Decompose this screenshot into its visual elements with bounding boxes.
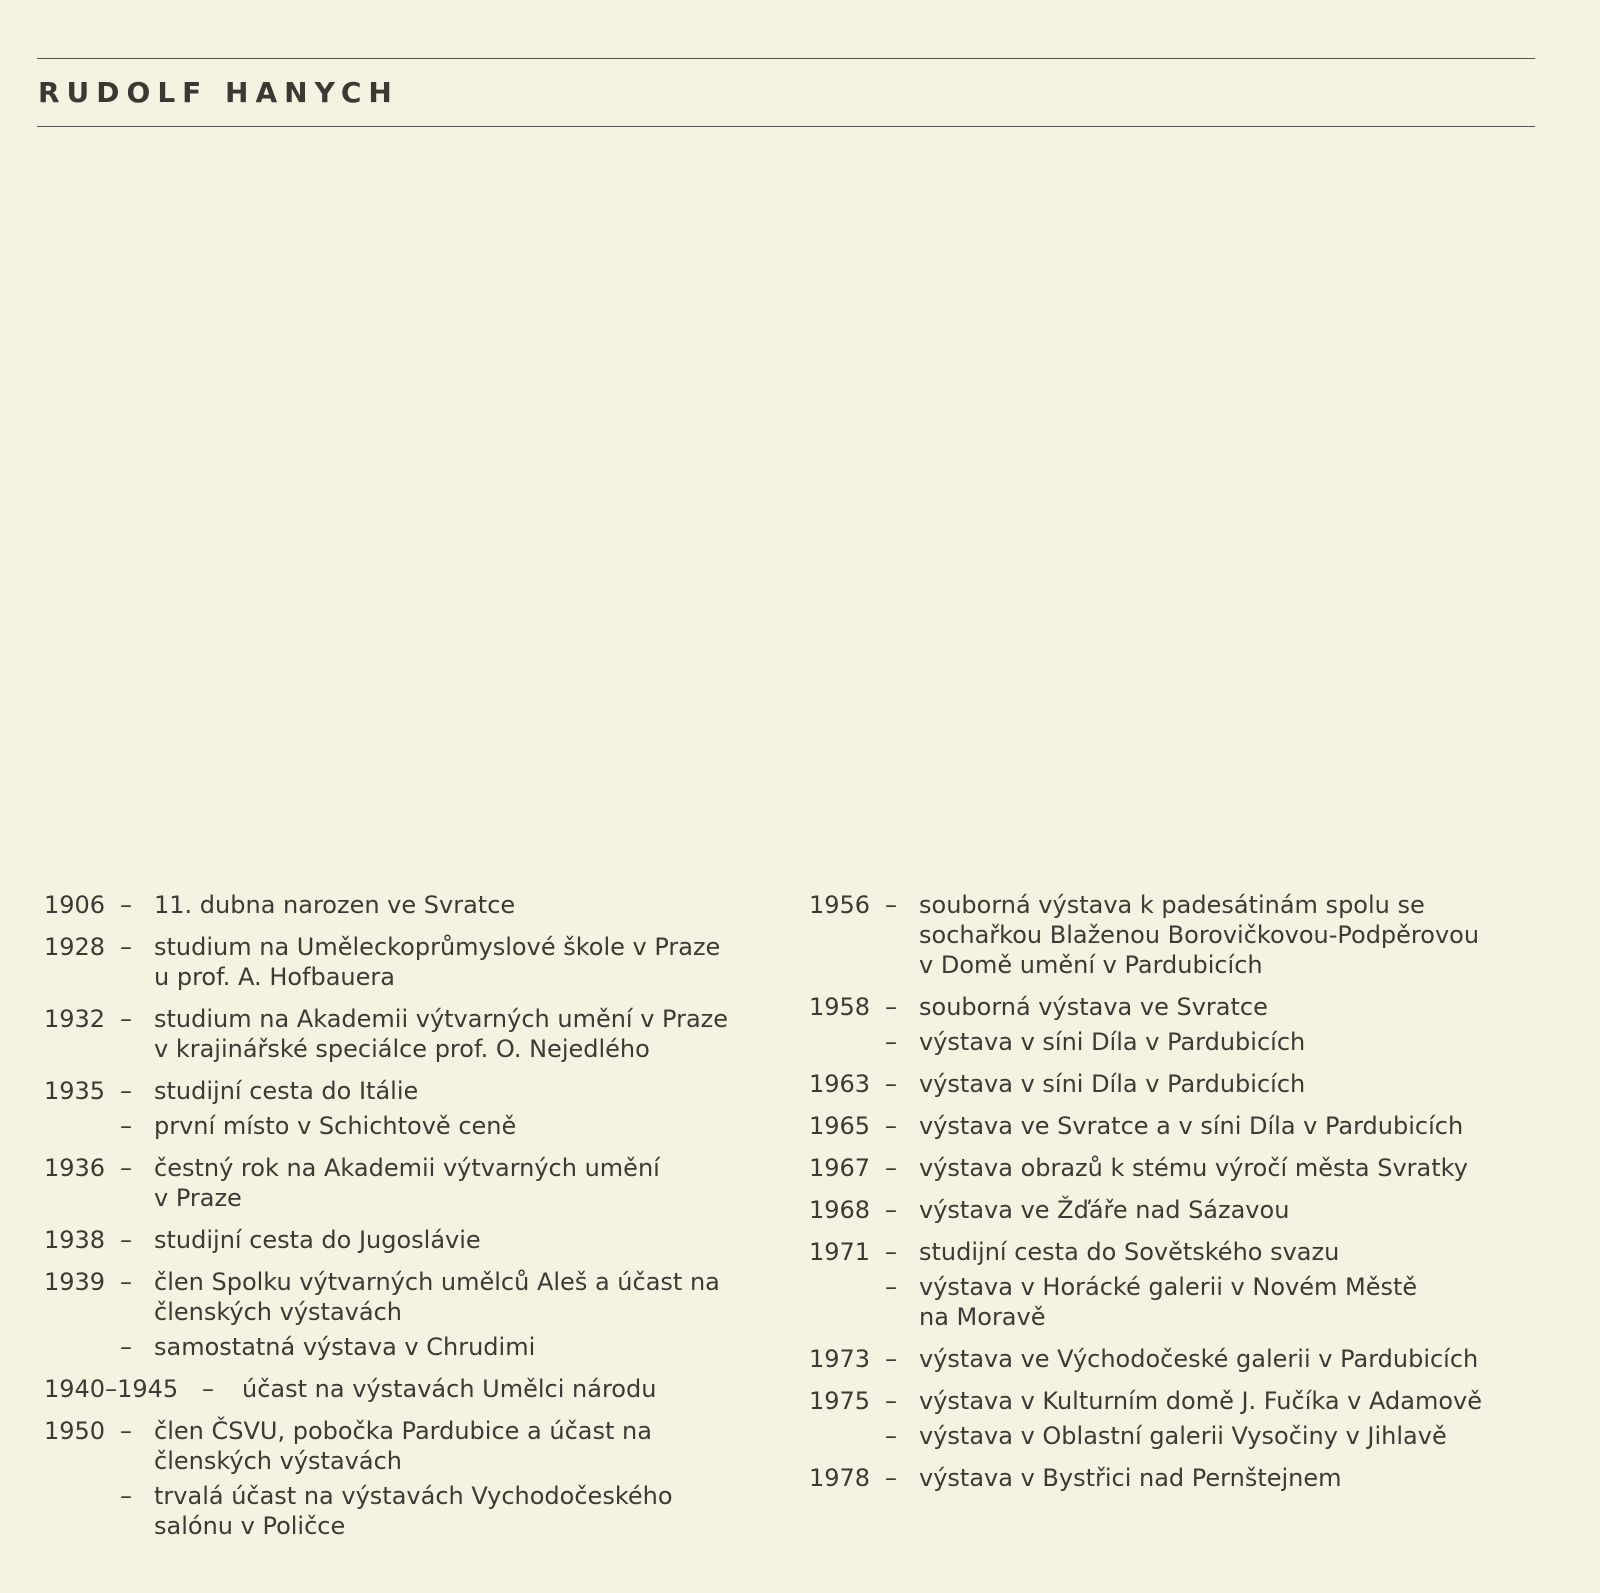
entry-text: člen Spolku výtvarných umělců Aleš a účast na členských výstavách: [154, 1268, 720, 1326]
entry-dash: –: [120, 1112, 132, 1140]
entry-text: výstava ve Svratce a v síni Díla v Pardubicích: [919, 1112, 1464, 1140]
entry-text: člen ČSVU, pobočka Pardubice a účast na členských výstavách: [154, 1417, 652, 1475]
entry-text: studijní cesta do Jugoslávie: [154, 1226, 481, 1254]
entry-dash: –: [885, 1154, 897, 1182]
entry-text: výstava obrazů k stému výročí města Svratky: [919, 1154, 1468, 1182]
entry-dash: –: [120, 933, 132, 961]
entry-1936: [44, 1153, 784, 1213]
entry-year: 1935: [44, 1077, 106, 1105]
entry-text: výstava v Oblastní galerii Vysočiny v Jihlavě: [919, 1422, 1447, 1450]
entry-text: studium na Akademii výtvarných umění v Praze v krajinářské speciálce prof. O. Nejedlého: [154, 1005, 729, 1063]
entry-1938: [44, 1225, 784, 1255]
entry-text: výstava ve Žďáře nad Sázavou: [919, 1196, 1290, 1224]
entry-1935: [44, 1076, 784, 1106]
entry-1928: [44, 932, 784, 992]
entry-1906: [44, 890, 784, 920]
entry-dash: –: [120, 1482, 132, 1510]
entry-dash: –: [120, 1333, 132, 1361]
entry-year: 1973: [809, 1345, 871, 1373]
entry-year: 1950: [44, 1417, 106, 1445]
entry-year: 1971: [809, 1238, 871, 1266]
entry-text: samostatná výstava v Chrudimi: [154, 1333, 536, 1361]
entry-dash: –: [885, 1238, 897, 1266]
entry-text: výstava v síni Díla v Pardubicích: [919, 1070, 1306, 1098]
entry-text: studijní cesta do Itálie: [154, 1077, 419, 1105]
entry-text: trvalá účast na výstavách Vychodočeského salónu v Poličce: [154, 1482, 673, 1540]
entry-dash: –: [885, 1196, 897, 1224]
entry-text: výstava v síni Díla v Pardubicích: [919, 1028, 1306, 1056]
entry-text: výstava v Horácké galerii v Novém Městě na Moravě: [919, 1273, 1418, 1331]
entry-dash: –: [885, 1112, 897, 1140]
entry-dash: –: [202, 1375, 214, 1403]
entry-1973: [809, 1344, 1559, 1374]
chronology-right-column: [809, 890, 1559, 1493]
entry-1968: [809, 1195, 1559, 1225]
entry-dash: –: [885, 891, 897, 919]
entry-year: 1936: [44, 1154, 106, 1182]
entry-year: 1963: [809, 1070, 871, 1098]
entry-year: 1978: [809, 1464, 871, 1492]
entry-1950-continued: [44, 1481, 784, 1541]
entry-year: 1932: [44, 1005, 106, 1033]
entry-dash: –: [885, 1387, 897, 1415]
entry-dash: –: [120, 1077, 132, 1105]
entry-dash: –: [120, 1005, 132, 1033]
entry-dash: –: [885, 993, 897, 1021]
entry-dash: –: [885, 1070, 897, 1098]
entry-1939: [44, 1267, 784, 1327]
entry-dash: –: [120, 1226, 132, 1254]
entry-text: výstava ve Východočeské galerii v Pardubicích: [919, 1345, 1479, 1373]
entry-year: 1968: [809, 1196, 871, 1224]
entry-year: 1906: [44, 891, 106, 919]
entry-text: studijní cesta do Sovětského svazu: [919, 1238, 1340, 1266]
entry-dash: –: [120, 891, 132, 919]
entry-year: 1958: [809, 993, 871, 1021]
entry-dash: –: [885, 1345, 897, 1373]
entry-text: první místo v Schichtově ceně: [154, 1112, 517, 1140]
entry-dash: –: [120, 1154, 132, 1182]
entry-year: 1965: [809, 1112, 871, 1140]
entry-1978: [809, 1463, 1559, 1493]
entry-1939-continued: [44, 1332, 784, 1362]
entry-1963: [809, 1069, 1559, 1099]
entry-text: čestný rok na Akademii výtvarných umění v Praze: [154, 1154, 660, 1212]
entry-1956: [809, 890, 1559, 980]
header-rule-bottom: [37, 126, 1535, 127]
entry-year: 1940–1945: [44, 1375, 179, 1403]
entry-dash: –: [120, 1268, 132, 1296]
entry-text: studium na Uměleckoprůmyslové škole v Praze u prof. A. Hofbauera: [154, 933, 721, 991]
entry-text: 11. dubna narozen ve Svratce: [154, 891, 516, 919]
header-rule-top: [37, 58, 1535, 59]
entry-1965: [809, 1111, 1559, 1141]
entry-year: 1928: [44, 933, 106, 961]
entry-dash: –: [885, 1273, 897, 1301]
entry-1935-continued: [44, 1111, 784, 1141]
entry-year: 1956: [809, 891, 871, 919]
entry-1932: [44, 1004, 784, 1064]
page-title: RUDOLF HANYCH: [38, 76, 399, 109]
entry-dash: –: [885, 1028, 897, 1056]
entry-1975-continued: [809, 1421, 1559, 1451]
entry-1971-continued: [809, 1272, 1559, 1332]
entry-1958-continued: [809, 1027, 1559, 1057]
entry-text: souborná výstava k padesátinám spolu se sochařkou Blaženou Borovičkovou-Podpěrovou v Domě umění v Pardubicích: [919, 891, 1480, 979]
entry-1975: [809, 1386, 1559, 1416]
entry-year: 1975: [809, 1387, 871, 1415]
entry-year: 1939: [44, 1268, 106, 1296]
entry-year: 1967: [809, 1154, 871, 1182]
entry-text: výstava v Bystřici nad Pernštejnem: [919, 1464, 1342, 1492]
entry-dash: –: [885, 1422, 897, 1450]
entry-text: výstava v Kulturním domě J. Fučíka v Adamově: [919, 1387, 1482, 1415]
entry-year: 1938: [44, 1226, 106, 1254]
entry-1940-1945: [44, 1374, 784, 1404]
entry-text: účast na výstavách Umělci národu: [242, 1375, 657, 1403]
entry-1967: [809, 1153, 1559, 1183]
entry-dash: –: [885, 1464, 897, 1492]
entry-1971: [809, 1237, 1559, 1267]
entry-text: souborná výstava ve Svratce: [919, 993, 1268, 1021]
entry-dash: –: [120, 1417, 132, 1445]
entry-1958: [809, 992, 1559, 1022]
entry-1950: [44, 1416, 784, 1476]
chronology-left-column: [44, 890, 784, 1541]
